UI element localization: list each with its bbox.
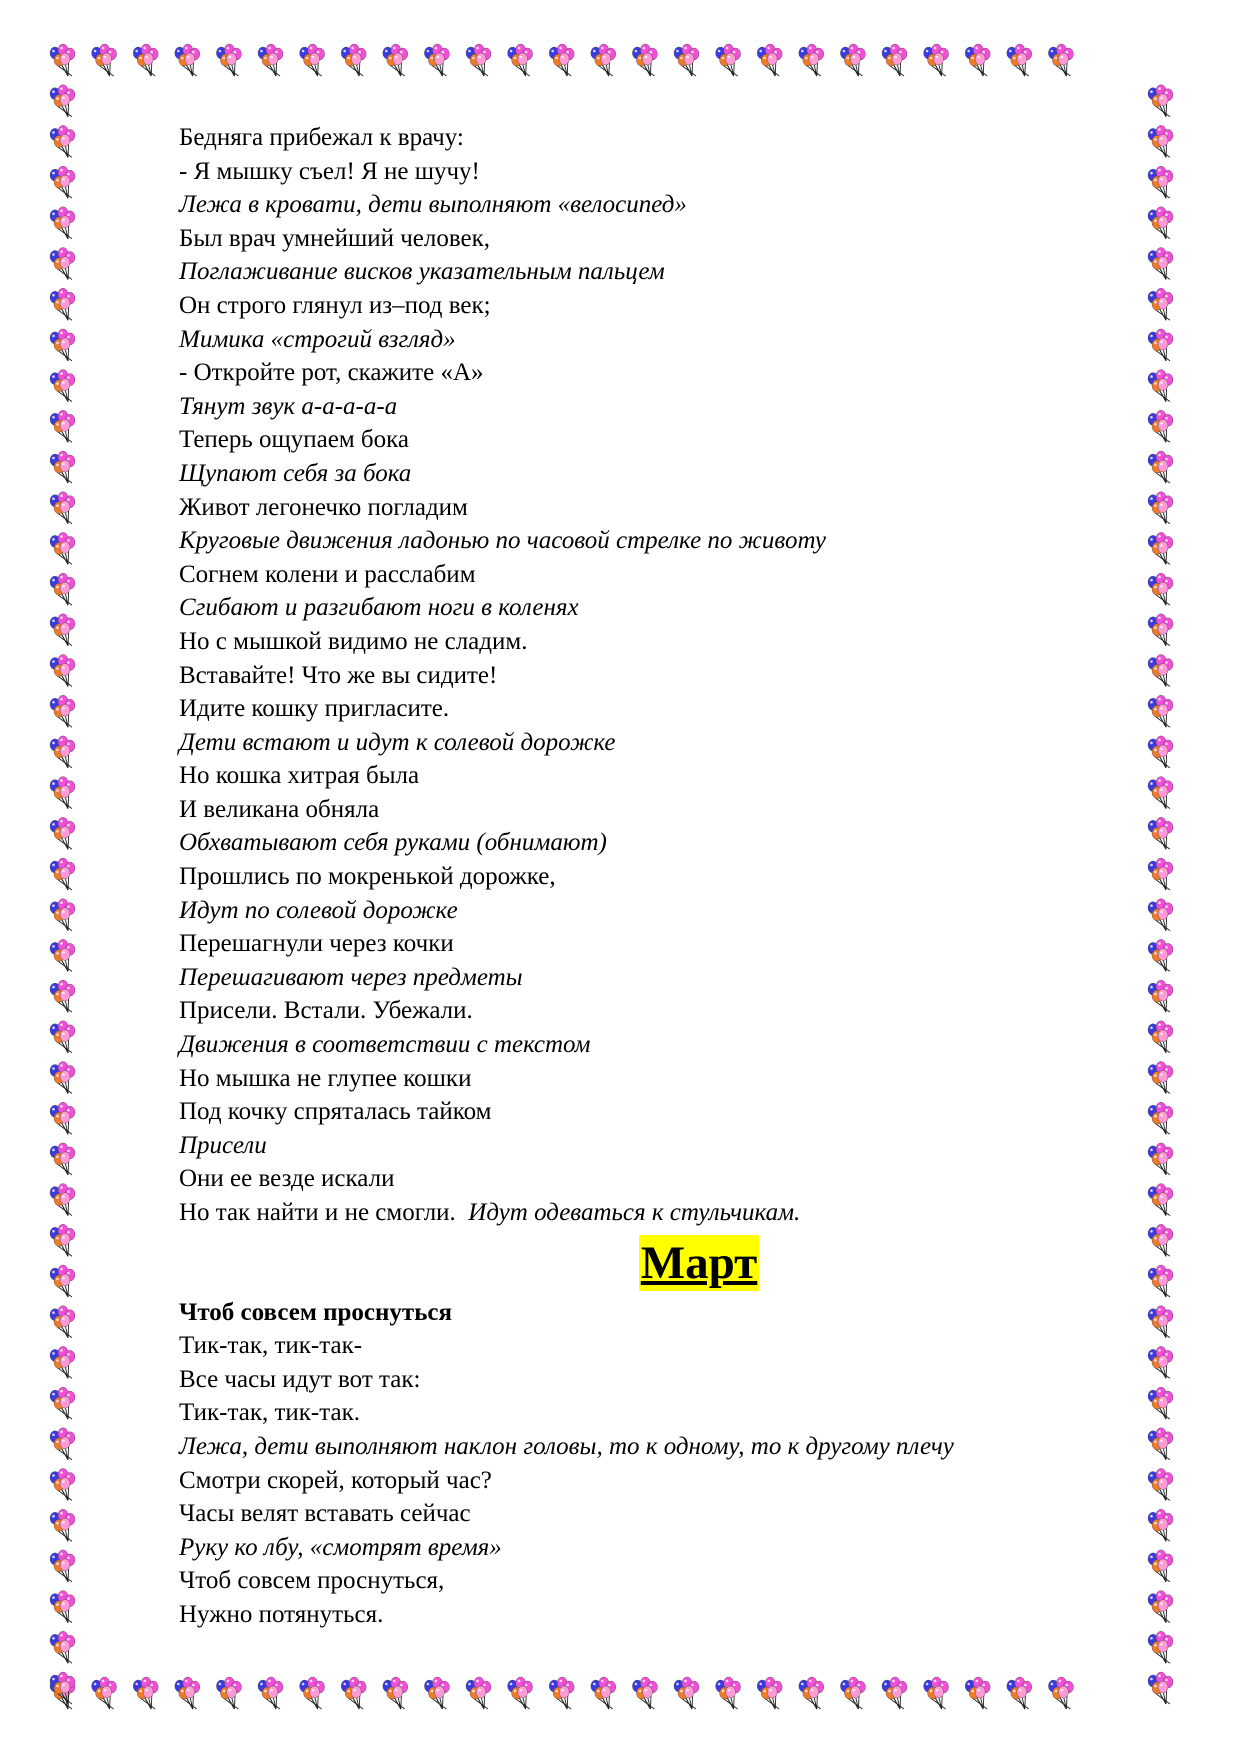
verse-final-line <box>179 1196 1139 1230</box>
stage-direction-line: Тянут звук а-а-а-а-а <box>179 392 398 420</box>
balloon-bunch-icon <box>466 44 491 76</box>
balloon-bunch-icon <box>757 44 782 76</box>
verse-line: Под кочку спряталась тайком <box>179 1098 492 1126</box>
balloon-bunch-icon <box>50 1631 75 1663</box>
balloon-bunch-icon <box>1148 1672 1173 1704</box>
verse-line: Был врач умнейший человек, <box>179 224 490 252</box>
balloon-bunch-icon <box>258 1677 283 1709</box>
balloon-bunch-icon <box>50 858 75 890</box>
balloon-bunch-icon <box>341 44 366 76</box>
verse-line: Смотри скорей, который час? <box>179 1466 492 1494</box>
verse-line: Нужно потянуться. <box>179 1600 384 1628</box>
balloon-bunch-icon <box>50 1021 75 1053</box>
balloon-bunch-icon <box>799 1677 824 1709</box>
stage-direction-line: Дети встают и идут к солевой дорожке <box>179 728 616 756</box>
balloon-bunch-icon <box>50 1387 75 1419</box>
balloon-bunch-icon <box>1148 166 1173 198</box>
balloon-bunch-icon <box>1148 1550 1173 1582</box>
verse-line: Тик-так, тик-так. <box>179 1399 360 1427</box>
balloon-bunch-icon <box>258 44 283 76</box>
verse-line: Он строго глянул из–под век; <box>179 291 491 319</box>
verse-line: - Откройте рот, скажите «А» <box>179 359 484 387</box>
balloon-bunch-icon <box>175 1677 200 1709</box>
balloon-bunch-icon <box>50 1306 75 1338</box>
balloon-bunch-icon <box>924 1677 949 1709</box>
balloon-bunch-icon <box>300 44 325 76</box>
stage-direction-line: Лежа в кровати, дети выполняют «велосипед» <box>179 191 687 219</box>
balloon-bunch-icon <box>50 1184 75 1216</box>
stage-direction-line: Движения в соответствии с текстом <box>179 1031 591 1059</box>
balloon-bunch-icon <box>1148 899 1173 931</box>
balloon-bunch-icon <box>1148 817 1173 849</box>
balloon-bunch-icon <box>50 1062 75 1094</box>
stage-direction-line: Сгибают и разгибают ноги в коленях <box>179 594 579 622</box>
balloon-bunch-icon <box>965 1677 990 1709</box>
balloon-bunch-icon <box>50 1224 75 1256</box>
balloon-bunch-icon <box>216 44 241 76</box>
balloon-bunch-icon <box>133 44 158 76</box>
balloon-bunch-icon <box>882 44 907 76</box>
balloon-bunch-icon <box>50 207 75 239</box>
verse-line: Теперь ощупаем бока <box>179 426 410 454</box>
balloon-bunch-icon <box>50 166 75 198</box>
balloon-bunch-icon <box>50 1102 75 1134</box>
balloon-bunch-icon <box>50 899 75 931</box>
balloon-bunch-icon <box>1148 410 1173 442</box>
verse-line: Перешагнули через кочки <box>179 930 454 958</box>
balloon-bunch-icon <box>424 1677 449 1709</box>
balloon-bunch-icon <box>924 44 949 76</box>
balloon-bunch-icon <box>1148 573 1173 605</box>
month-heading: Март <box>640 1236 758 1289</box>
balloon-bunch-icon <box>383 1677 408 1709</box>
stage-direction-line: Идут по солевой дорожке <box>179 896 458 924</box>
balloon-bunch-icon <box>50 44 75 76</box>
balloon-bunch-icon <box>1148 532 1173 564</box>
verse-line: Все часы идут вот так: <box>179 1365 421 1393</box>
balloon-bunch-icon <box>1148 451 1173 483</box>
balloon-bunch-icon <box>1148 858 1173 890</box>
balloon-bunch-icon <box>50 1550 75 1582</box>
balloon-bunch-icon <box>1148 655 1173 687</box>
balloon-bunch-icon <box>50 1428 75 1460</box>
balloon-bunch-icon <box>1048 1677 1073 1709</box>
balloon-bunch-icon <box>1007 44 1032 76</box>
balloon-bunch-icon <box>1148 1509 1173 1541</box>
stage-direction-line: Круговые движения ладонью по часовой стрелке по животу <box>179 527 826 555</box>
balloon-bunch-icon <box>50 492 75 524</box>
stage-direction-line: Лежа, дети выполняют наклон головы, то к одному, то к другому плечу <box>179 1432 954 1460</box>
balloon-bunch-icon <box>383 44 408 76</box>
verse-line: Бедняга прибежал к врачу: <box>179 124 464 151</box>
verse-line: Но мышка не глупее кошки <box>179 1064 472 1092</box>
balloon-bunch-icon <box>1148 1021 1173 1053</box>
balloon-bunch-icon <box>50 1346 75 1378</box>
balloon-bunch-icon <box>1148 1102 1173 1134</box>
verse-line: И великана обняла <box>179 795 380 823</box>
balloon-bunch-icon <box>1148 1062 1173 1094</box>
balloon-bunch-icon <box>1048 44 1073 76</box>
balloon-bunch-icon <box>1148 614 1173 646</box>
balloon-bunch-icon <box>424 44 449 76</box>
balloon-bunch-icon <box>50 288 75 320</box>
balloon-bunch-icon <box>840 1677 865 1709</box>
balloon-bunch-icon <box>50 695 75 727</box>
balloon-bunch-icon <box>716 1677 741 1709</box>
balloon-bunch-icon <box>632 1677 657 1709</box>
balloon-bunch-icon <box>50 370 75 402</box>
balloon-bunch-icon <box>50 532 75 564</box>
balloon-bunch-icon <box>591 1677 616 1709</box>
balloon-bunch-icon <box>674 1677 699 1709</box>
balloon-bunch-icon <box>508 1677 533 1709</box>
balloon-bunch-icon <box>341 1677 366 1709</box>
balloon-bunch-icon <box>466 1677 491 1709</box>
balloon-bunch-icon <box>1148 1387 1173 1419</box>
verse-line: Прошлись по мокренькой дорожке, <box>179 863 556 891</box>
verse-line: Чтоб совсем проснуться, <box>179 1567 445 1595</box>
balloon-bunch-icon <box>549 1677 574 1709</box>
stage-direction-line: Перешагивают через предметы <box>179 963 523 991</box>
balloon-bunch-icon <box>1148 288 1173 320</box>
balloon-bunch-icon <box>632 44 657 76</box>
document-body <box>179 121 1139 1632</box>
balloon-bunch-icon <box>1148 329 1173 361</box>
balloon-bunch-icon <box>1148 1184 1173 1216</box>
balloon-bunch-icon <box>1148 207 1173 239</box>
balloon-bunch-icon <box>799 44 824 76</box>
balloon-bunch-icon <box>50 980 75 1012</box>
stage-direction-line: Поглаживание висков указательным пальцем <box>179 258 665 286</box>
balloon-bunch-icon <box>50 614 75 646</box>
verse-line: Часы велят вставать сейчас <box>179 1500 471 1528</box>
balloon-bunch-icon <box>133 1677 158 1709</box>
verse-line: - Я мышку съел! Я не шучу! <box>179 157 480 185</box>
verse-line: Но кошка хитрая была <box>179 762 420 790</box>
balloon-bunch-icon <box>50 451 75 483</box>
balloon-bunch-icon <box>508 44 533 76</box>
balloon-bunch-icon <box>1148 1469 1173 1501</box>
balloon-bunch-icon <box>1148 980 1173 1012</box>
stage-direction-line: Обхватывают себя руками (обнимают) <box>179 829 607 857</box>
verse-line: Согнем колени и расслабим <box>179 560 476 588</box>
balloon-bunch-icon <box>50 655 75 687</box>
balloon-bunch-icon <box>50 410 75 442</box>
balloon-bunch-icon <box>50 573 75 605</box>
balloon-bunch-icon <box>50 85 75 117</box>
balloon-bunch-icon <box>50 248 75 280</box>
balloon-bunch-icon <box>1148 370 1173 402</box>
balloon-bunch-icon <box>591 44 616 76</box>
balloon-bunch-icon <box>92 1677 117 1709</box>
balloon-bunch-icon <box>92 44 117 76</box>
balloon-bunch-icon <box>840 44 865 76</box>
balloon-bunch-icon <box>1148 125 1173 157</box>
balloon-bunch-icon <box>50 939 75 971</box>
balloon-bunch-icon <box>965 44 990 76</box>
verse-line: Идите кошку пригласите. <box>179 695 450 723</box>
balloon-bunch-icon <box>1148 777 1173 809</box>
balloon-bunch-icon <box>50 1591 75 1623</box>
balloon-bunch-icon <box>300 1677 325 1709</box>
balloon-bunch-icon <box>1148 85 1173 117</box>
balloon-bunch-icon <box>50 1265 75 1297</box>
balloon-bunch-icon <box>1148 1631 1173 1663</box>
stage-direction-line: Руку ко лбу, «смотрят время» <box>179 1533 502 1561</box>
verse-lines <box>179 121 1139 1196</box>
balloon-bunch-icon <box>1148 695 1173 727</box>
balloon-bunch-icon <box>1148 1591 1173 1623</box>
verse-line: Они ее везде искали <box>179 1165 395 1193</box>
balloon-bunch-icon <box>1148 1143 1173 1175</box>
balloon-bunch-icon <box>50 1509 75 1541</box>
balloon-bunch-icon <box>549 44 574 76</box>
verse-line: Но с мышкой видимо не сладим. <box>179 627 528 655</box>
stage-direction-line: Щупают себя за бока <box>179 459 412 487</box>
stage-direction-line: Мимика «строгий взгляд» <box>179 325 456 353</box>
balloon-bunch-icon <box>1148 736 1173 768</box>
balloon-bunch-icon <box>50 1469 75 1501</box>
section-title: Чтоб совсем проснуться <box>179 1298 453 1326</box>
balloon-bunch-icon <box>50 329 75 361</box>
month-heading-wrap <box>179 1230 1139 1296</box>
balloon-bunch-icon <box>50 777 75 809</box>
balloon-bunch-icon <box>50 817 75 849</box>
verse-line: Тик-так, тик-так- <box>179 1332 363 1360</box>
verse-line: Живот легонечко погладим <box>179 493 468 521</box>
balloon-bunch-icon <box>1148 1265 1173 1297</box>
section-lines <box>179 1329 1139 1631</box>
balloon-bunch-icon <box>1148 1428 1173 1460</box>
stage-direction-line: Присели <box>179 1131 267 1159</box>
balloon-bunch-icon <box>50 1143 75 1175</box>
balloon-bunch-icon <box>1148 1346 1173 1378</box>
balloon-bunch-icon <box>50 736 75 768</box>
balloon-bunch-icon <box>716 44 741 76</box>
balloon-bunch-icon <box>674 44 699 76</box>
balloon-bunch-icon <box>1148 1224 1173 1256</box>
balloon-bunch-icon <box>1007 1677 1032 1709</box>
balloon-bunch-icon <box>1148 248 1173 280</box>
balloon-bunch-icon <box>757 1677 782 1709</box>
verse-final-italic: Идут одеваться к стульчикам. <box>468 1199 801 1226</box>
verse-line: Присели. Встали. Убежали. <box>179 997 473 1025</box>
balloon-bunch-icon <box>1148 939 1173 971</box>
balloon-bunch-icon <box>882 1677 907 1709</box>
balloon-bunch-icon <box>1148 1306 1173 1338</box>
verse-final-normal: Но так найти и не смогли. <box>179 1199 456 1226</box>
balloon-bunch-icon <box>216 1677 241 1709</box>
verse-line: Вставайте! Что же вы сидите! <box>179 661 498 689</box>
balloon-bunch-icon <box>1148 492 1173 524</box>
balloon-bunch-icon <box>175 44 200 76</box>
balloon-bunch-icon <box>50 125 75 157</box>
